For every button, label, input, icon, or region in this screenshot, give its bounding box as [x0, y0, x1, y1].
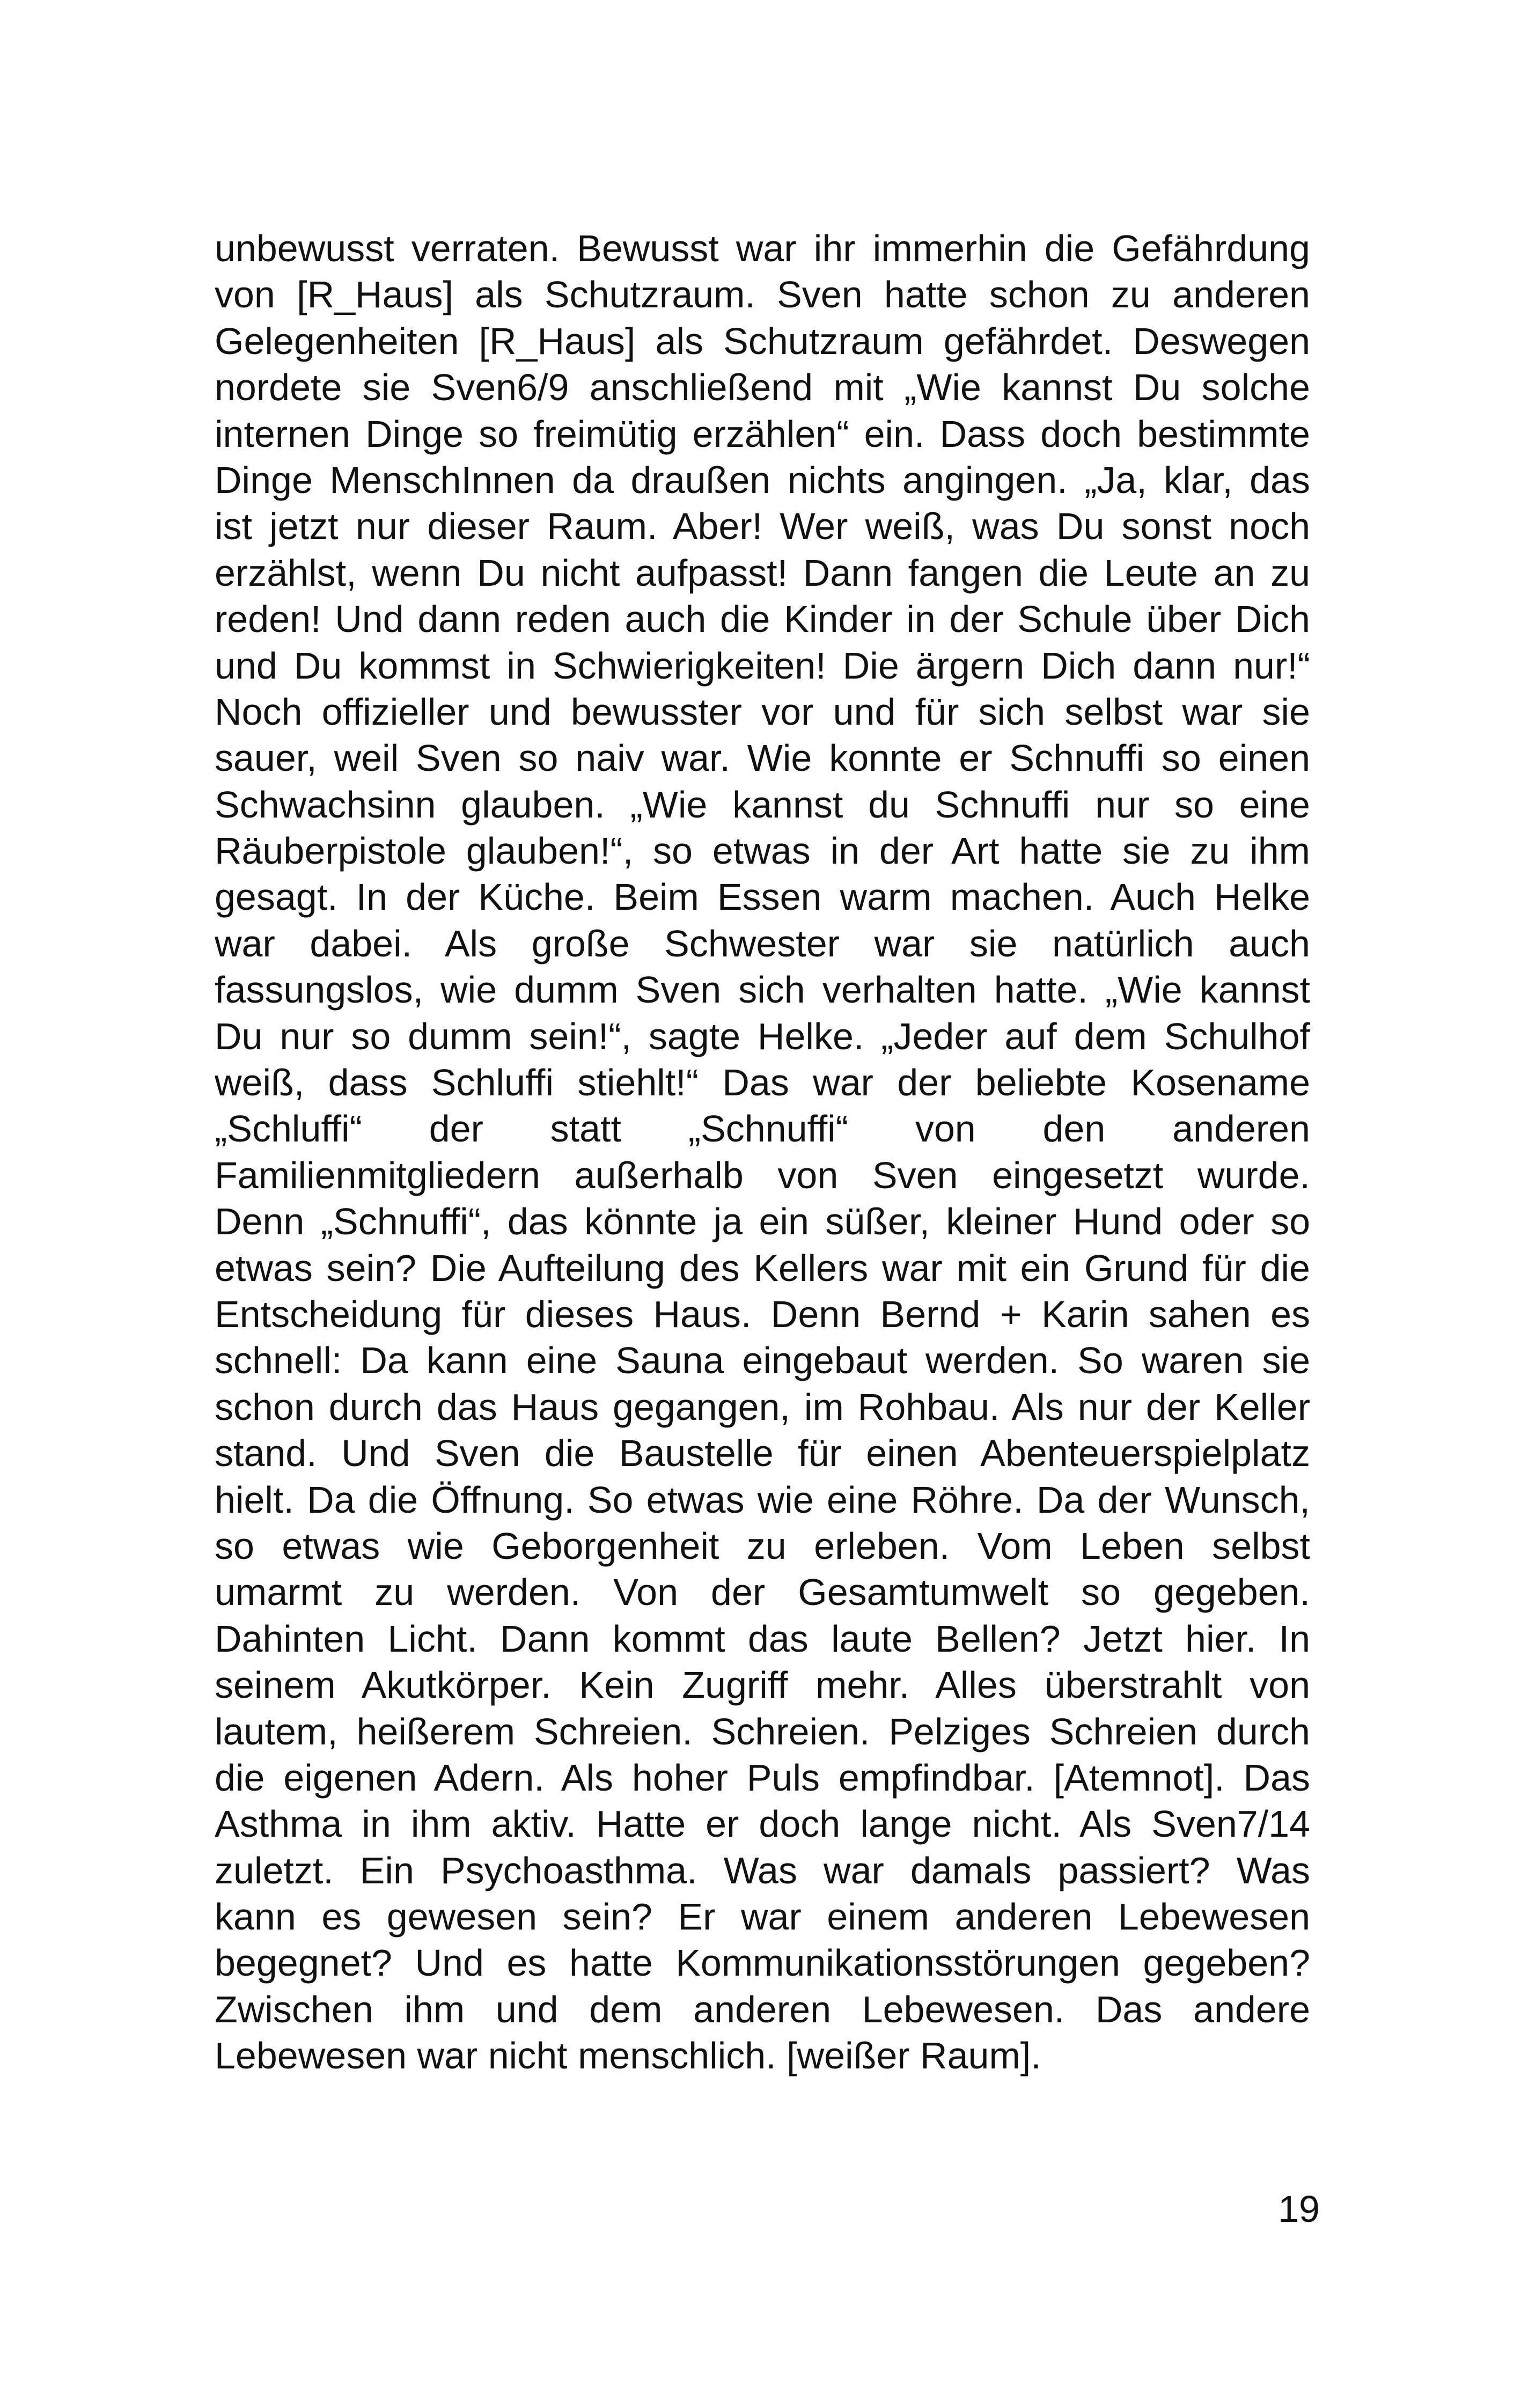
text-line: fassungslos, wie dumm Sven sich verhalten hatte. „Wie kannst [215, 969, 1310, 1011]
text-line: Denn „Schnuffi“, das könnte ja ein süßer, kleiner Hund oder so [215, 1201, 1310, 1243]
text-line: Schwachsinn glauben. „Wie kannst du Schnuffi nur so eine [215, 783, 1310, 826]
text-line: Entscheidung für dieses Haus. Denn Bernd + Karin sahen es [215, 1293, 1310, 1335]
text-line: schnell: Da kann eine Sauna eingebaut werden. So waren sie [215, 1339, 1310, 1382]
text-line: hielt. Da die Öffnung. So etwas wie eine Röhre. Da der Wunsch, [215, 1478, 1310, 1521]
text-line: Asthma in ihm aktiv. Hatte er doch lange nicht. Als Sven7/14 [215, 1803, 1310, 1845]
text-line: Räuberpistole glauben!“, so etwas in der Art hatte sie zu ihm [215, 830, 1310, 872]
text-line: erzählst, wenn Du nicht aufpasst! Dann fangen die Leute an zu [215, 551, 1310, 594]
text-line: nordete sie Sven6/9 anschließend mit „Wie kannst Du solche [215, 366, 1310, 409]
text-line: sauer, weil Sven so naiv war. Wie konnte er Schnuffi so einen [215, 737, 1310, 779]
text-line: Familienmitgliedern außerhalb von Sven eingesetzt wurde. [215, 1154, 1310, 1196]
text-line: so etwas wie Geborgenheit zu erleben. Vom Leben selbst [215, 1525, 1310, 1567]
text-line: internen Dinge so freimütig erzählen“ ein. Dass doch bestimmte [215, 413, 1310, 455]
text-line: Noch offizieller und bewusster vor und für sich selbst war sie [215, 690, 1310, 733]
text-line: war dabei. Als große Schwester war sie natürlich auch [215, 922, 1310, 964]
text-line: „Schluffi“ der statt „Schnuffi“ von den anderen [215, 1108, 1310, 1150]
text-line: Gelegenheiten [R_Haus] als Schutzraum gefährdet. Deswegen [215, 320, 1310, 362]
text-line: begegnet? Und es hatte Kommunikationsstörungen gegeben? [215, 1942, 1310, 1984]
text-line: lautem, heißerem Schreien. Schreien. Pelziges Schreien durch [215, 1710, 1310, 1752]
text-line: Dinge MenschInnen da draußen nichts angingen. „Ja, klar, das [215, 459, 1310, 501]
text-line: gesagt. In der Küche. Beim Essen warm machen. Auch Helke [215, 876, 1310, 918]
text-line: und Du kommst in Schwierigkeiten! Die ärgern Dich dann nur!“ [215, 644, 1310, 687]
page-number: 19 [1278, 2188, 1320, 2230]
text-line: schon durch das Haus gegangen, im Rohbau. Als nur der Keller [215, 1386, 1310, 1428]
text-line: kann es gewesen sein? Er war einem anderen Lebewesen [215, 1896, 1310, 1938]
text-line: zuletzt. Ein Psychoasthma. Was war damals passiert? Was [215, 1849, 1310, 1891]
text-line: ist jetzt nur dieser Raum. Aber! Wer weiß, was Du sonst noch [215, 505, 1310, 548]
text-line: unbewusst verraten. Bewusst war ihr immerhin die Gefährdung [215, 227, 1310, 269]
text-line: reden! Und dann reden auch die Kinder in der Schule über Dich [215, 598, 1310, 640]
text-line: Dahinten Licht. Dann kommt das laute Bellen? Jetzt hier. In [215, 1617, 1310, 1660]
text-line: stand. Und Sven die Baustelle für einen Abenteuerspielplatz [215, 1432, 1310, 1475]
text-line: Zwischen ihm und dem anderen Lebewesen. Das andere [215, 1988, 1310, 2030]
text-line: Lebewesen war nicht menschlich. [weißer Raum]. [215, 2035, 1041, 2077]
text-line: von [R_Haus] als Schutzraum. Sven hatte schon zu anderen [215, 274, 1310, 316]
body-text [215, 225, 1310, 2079]
text-line: umarmt zu werden. Von der Gesamtumwelt so gegeben. [215, 1571, 1310, 1614]
text-line: Du nur so dumm sein!“, sagte Helke. „Jeder auf dem Schulhof [215, 1015, 1310, 1057]
text-line: etwas sein? Die Aufteilung des Kellers war mit ein Grund für die [215, 1247, 1310, 1289]
text-line: seinem Akutkörper. Kein Zugriff mehr. Alles überstrahlt von [215, 1664, 1310, 1706]
text-line: die eigenen Adern. Als hoher Puls empfindbar. [Atemnot]. Das [215, 1756, 1310, 1799]
text-line: weiß, dass Schluffi stiehlt!“ Das war der beliebte Kosename [215, 1062, 1310, 1104]
